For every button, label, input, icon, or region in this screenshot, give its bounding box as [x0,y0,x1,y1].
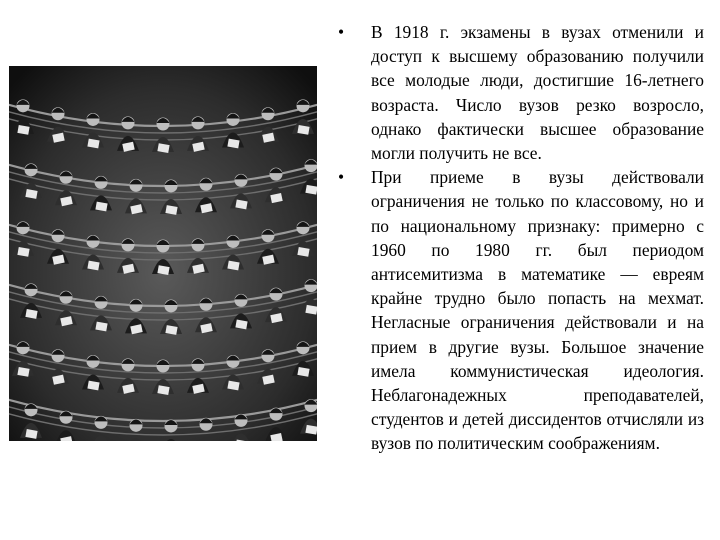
bullet-marker: • [338,22,345,42]
bullet-list [338,20,704,456]
bullet-marker: • [338,167,345,188]
text-content [338,20,704,456]
exam-hall-image [9,66,317,441]
bullet-item-1 [338,20,704,165]
bullet-item-2 [338,165,704,455]
lecture-hall-photo [9,66,317,441]
paragraph-2: При приеме в вузы действовали ограничения не только по классовому, но и по национальному признаку: примерно с 1960 по 1980 гг. был периодом антисемитизма в математике — евреям крайне трудно было попасть на мехмат. Негласные ограничения действовали и на прием в другие вузы. Большое значение имела коммунистическая идеология. Неблагонадежных преподавателей, студентов и детей диссидентов отчисляли из вузов по политическим соображениям. [371,167,704,454]
paragraph-1: В 1918 г. экзамены в вузах отменили и доступ к высшему образованию получили все молодые люди, достигшие 16-летнего возраста. Число вузов резко возросло, однако фактически высшее образование могли получить не все. [371,22,704,164]
